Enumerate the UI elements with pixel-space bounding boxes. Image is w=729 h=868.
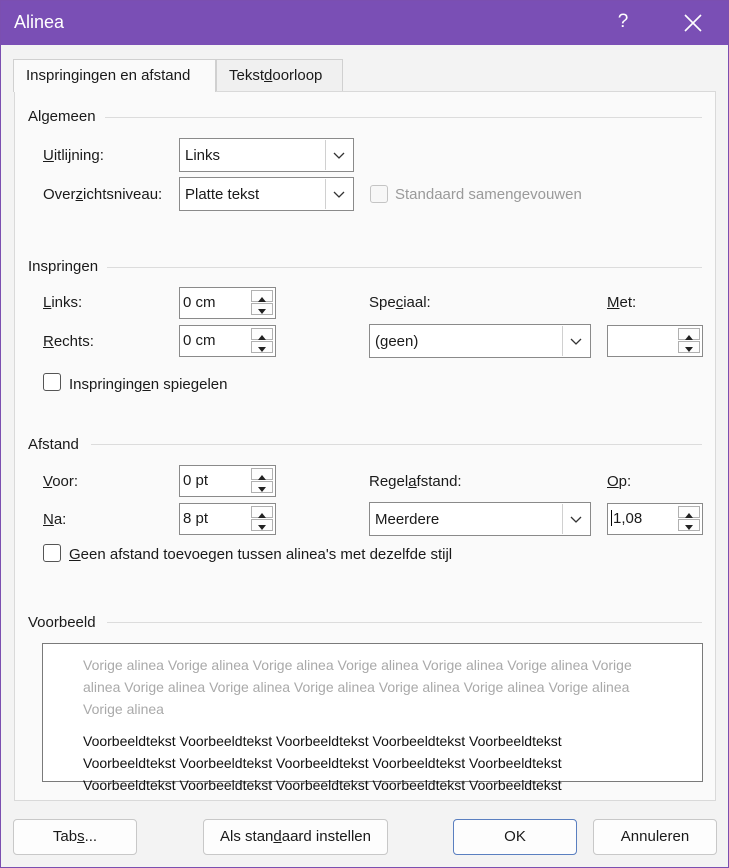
spin-down-button[interactable] xyxy=(678,519,700,531)
dialog-title: Alinea xyxy=(14,12,65,32)
mirror-indents-label: Inspringingen spiegelen xyxy=(69,376,228,393)
triangle-down-icon xyxy=(679,345,699,355)
spin-down-button[interactable] xyxy=(251,519,273,531)
by-spinner[interactable] xyxy=(607,325,703,357)
tabs-button[interactable]: Tabs... xyxy=(13,819,137,855)
triangle-down-icon xyxy=(679,523,699,533)
line-spacing-label: Regelafstand: xyxy=(369,473,462,490)
spacing-before-spinner[interactable]: 0 pt xyxy=(179,465,276,497)
section-indent-title: Inspringen xyxy=(28,258,99,275)
indent-left-spinner[interactable]: 0 cm xyxy=(179,287,276,319)
spin-down-button[interactable] xyxy=(251,303,273,315)
tab-text-flow[interactable]: Tekstdoorloop xyxy=(216,59,343,91)
indent-right-label: Rechts: xyxy=(43,333,94,350)
spin-down-button[interactable] xyxy=(678,341,700,353)
section-divider xyxy=(91,444,702,445)
triangle-down-icon xyxy=(252,307,272,317)
mirror-indents-checkbox[interactable] xyxy=(43,373,61,391)
section-general-title: Algemeen xyxy=(28,108,96,125)
indent-left-label: Links: xyxy=(43,294,83,311)
chevron-down-icon xyxy=(562,504,589,534)
alignment-label: Uitlijning: xyxy=(43,147,104,164)
spin-down-button[interactable] xyxy=(251,341,273,353)
at-label: Op: xyxy=(607,473,632,490)
triangle-down-icon xyxy=(252,345,272,355)
no-space-same-style-label: Geen afstand toevoegen tussen alinea's met dezelfde stijl xyxy=(69,546,453,563)
title-bar xyxy=(1,1,728,45)
spin-up-button[interactable] xyxy=(251,328,273,340)
outline-level-dropdown[interactable]: Platte tekst xyxy=(179,177,354,211)
collapsed-by-default-label: Standaard samengevouwen xyxy=(395,186,582,203)
chevron-down-icon xyxy=(325,179,352,209)
collapsed-by-default-checkbox[interactable] xyxy=(370,185,388,203)
text-caret xyxy=(611,510,612,526)
spin-up-button[interactable] xyxy=(251,468,273,480)
alignment-dropdown[interactable]: Links xyxy=(179,138,354,172)
section-spacing-title: Afstand xyxy=(28,436,79,453)
spin-up-button[interactable] xyxy=(251,506,273,518)
spin-up-button[interactable] xyxy=(678,506,700,518)
spacing-before-label: Voor: xyxy=(43,473,79,490)
help-button[interactable]: ? xyxy=(617,11,629,32)
spacing-after-spinner[interactable]: 8 pt xyxy=(179,503,276,535)
preview-sample-paragraph: Voorbeeldtekst Voorbeeldtekst Voorbeeldtekst Voorbeeldtekst Voorbeeldtekst Voorbeeldtekst Voorbeeldtekst Voorbeeldtekst Voorbeeldtekst Voorbeeldtekst Voorbeeldtekst Voorbeeldtekst Voorbeeldtekst Voorbeeldtekst Voorbeeldtekst xyxy=(83,733,562,793)
section-divider xyxy=(105,117,702,118)
triangle-down-icon xyxy=(252,523,272,533)
triangle-down-icon xyxy=(252,485,272,495)
preview-box xyxy=(42,643,703,793)
chevron-down-icon xyxy=(325,140,352,170)
at-spinner[interactable]: 1,08 xyxy=(607,503,703,535)
section-divider xyxy=(107,267,702,268)
outline-level-label: Overzichtsniveau: xyxy=(43,186,163,203)
special-dropdown[interactable]: (geen) xyxy=(369,324,591,358)
section-divider xyxy=(107,622,702,623)
by-label: Met: xyxy=(607,294,637,311)
ok-button[interactable]: OK xyxy=(453,819,577,855)
chevron-down-icon xyxy=(562,326,589,356)
no-space-same-style-checkbox[interactable] xyxy=(43,544,61,562)
section-preview-title: Voorbeeld xyxy=(28,614,96,631)
set-as-default-button[interactable]: Als standaard instellen xyxy=(203,819,388,855)
tab-indents-spacing[interactable]: Inspringingen en afstand xyxy=(13,59,216,92)
close-icon[interactable] xyxy=(681,11,705,35)
indent-right-spinner[interactable]: 0 cm xyxy=(179,325,276,357)
spacing-after-label: Na: xyxy=(43,511,67,528)
preview-previous-paragraph: Vorige alinea Vorige alinea Vorige alinea Vorige alinea Vorige alinea Vorige alinea Vorige alinea Vorige alinea Vorige alinea Vorige alinea Vorige alinea Vorige alinea Vorige alinea Vorige alinea xyxy=(83,657,632,717)
special-label: Speciaal: xyxy=(369,294,431,311)
spin-down-button[interactable] xyxy=(251,481,273,493)
spin-up-button[interactable] xyxy=(678,328,700,340)
line-spacing-dropdown[interactable]: Meerdere xyxy=(369,502,591,536)
cancel-button[interactable]: Annuleren xyxy=(593,819,717,855)
spin-up-button[interactable] xyxy=(251,290,273,302)
